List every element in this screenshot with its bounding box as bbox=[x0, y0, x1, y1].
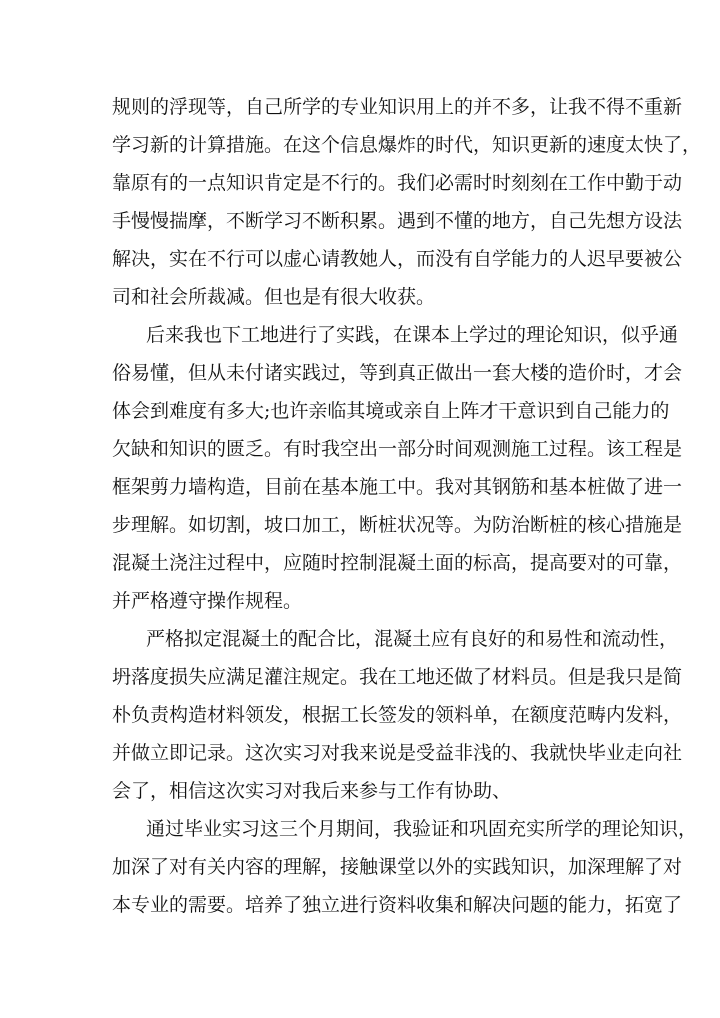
text-line: 通过毕业实习这三个月期间，我验证和巩固充实所学的理论知识， bbox=[146, 818, 698, 840]
text-line: 解决，实在不行可以虚心请教她人，而没有自学能力的人迟早要被公 bbox=[112, 248, 683, 270]
paragraph-3 bbox=[112, 620, 683, 810]
text-line: 框架剪力墙构造，目前在基本施工中。我对其钢筋和基本桩做了进一 bbox=[112, 476, 683, 498]
text-line: 司和社会所裁减。但也是有很大收获。 bbox=[112, 286, 436, 308]
paragraph-2 bbox=[112, 316, 683, 620]
text-line: 并严格遵守操作规程。 bbox=[112, 590, 303, 612]
text-line: 坍落度损失应满足灌注规定。我在工地还做了材料员。但是我只是简 bbox=[112, 666, 683, 688]
text-line: 朴负责构造材料领发，根据工长签发的领料单，在额度范畴内发料， bbox=[112, 704, 683, 726]
text-line: 后来我也下工地进行了实践，在课本上学过的理论知识，似乎通 bbox=[146, 324, 679, 346]
text-line: 体会到难度有多大;也许亲临其境或亲自上阵才干意识到自己能力的 bbox=[112, 400, 670, 422]
text-line: 本专业的需要。培养了独立进行资料收集和解决问题的能力，拓宽了 bbox=[112, 894, 683, 916]
text-line: 规则的浮现等，自己所学的专业知识用上的并不多，让我不得不重新 bbox=[112, 96, 683, 118]
text-line: 学习新的计算措施。在这个信息爆炸的时代，知识更新的速度太快了， bbox=[112, 134, 702, 156]
text-line: 步理解。如切割，坡口加工，断桩状况等。为防治断桩的核心措施是 bbox=[112, 514, 683, 536]
text-line: 加深了对有关内容的理解，接触课堂以外的实践知识，加深理解了对 bbox=[112, 856, 683, 878]
text-line: 靠原有的一点知识肯定是不行的。我们必需时时刻刻在工作中勤于动 bbox=[112, 172, 683, 194]
text-line: 并做立即记录。这次实习对我来说是受益非浅的、我就快毕业走向社 bbox=[112, 742, 683, 764]
text-line: 混凝土浇注过程中，应随时控制混凝土面的标高，提高要对的可靠， bbox=[112, 552, 683, 574]
text-line: 严格拟定混凝土的配合比，混凝土应有良好的和易性和流动性， bbox=[146, 628, 679, 650]
text-line: 会了，相信这次实习对我后来参与工作有协助、 bbox=[112, 780, 512, 802]
document-body bbox=[112, 88, 702, 924]
text-line: 欠缺和知识的匮乏。有时我空出一部分时间观测施工过程。该工程是 bbox=[112, 438, 683, 460]
text-line: 俗易懂，但从未付诸实践过，等到真正做出一套大楼的造价时，才会 bbox=[112, 362, 683, 384]
text-line: 手慢慢揣摩，不断学习不断积累。遇到不懂的地方，自己先想方设法 bbox=[112, 210, 683, 232]
paragraph-1 bbox=[112, 88, 702, 316]
paragraph-4 bbox=[112, 810, 698, 924]
